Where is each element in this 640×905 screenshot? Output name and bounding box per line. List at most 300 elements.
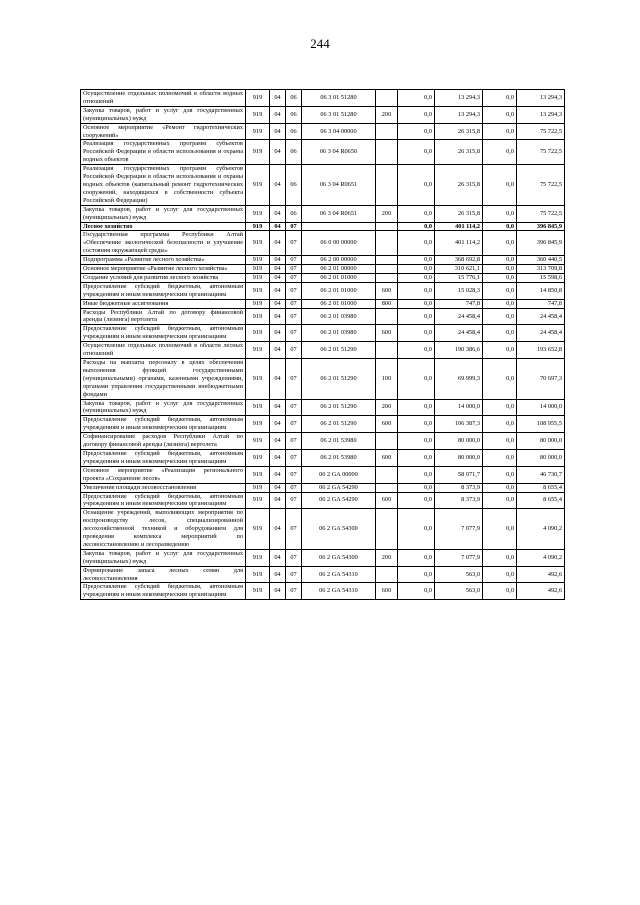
row-name: Основное мероприятие «Реализация регионального проекта «Сохранение лесов» (81, 466, 246, 483)
row-amount-3: 0,0 (483, 231, 517, 256)
row-amount-4: 4 090,2 (517, 509, 565, 550)
row-subsection-code: 07 (286, 399, 302, 416)
row-name: Предоставление субсидий бюджетным, автономным учреждениям и иным некоммерческим организациям (81, 449, 246, 466)
row-target-article: 06 2 01 01000 (302, 273, 376, 282)
row-admin-code: 919 (246, 282, 270, 299)
budget-table (80, 89, 565, 600)
row-expense-type: 200 (376, 549, 398, 566)
row-subsection-code: 06 (286, 90, 302, 107)
row-amount-2: 80 000,0 (435, 433, 483, 450)
row-amount-2: 401 114,2 (435, 222, 483, 231)
row-amount-2: 106 387,3 (435, 416, 483, 433)
row-admin-code: 919 (246, 222, 270, 231)
row-name: Предоставление субсидий бюджетным, автономным учреждениям и иным некоммерческим организациям (81, 325, 246, 342)
row-subsection-code: 07 (286, 492, 302, 509)
row-admin-code: 919 (246, 256, 270, 265)
row-admin-code: 919 (246, 466, 270, 483)
row-target-article: 06 2 01 01000 (302, 282, 376, 299)
row-name: Реализация государственных программ субъектов Российской Федерации в области использования и охраны водных объектов (капитальный ремонт гидротехнических сооружений, находящихся в собственности субъекта Российской Федерации) (81, 165, 246, 206)
row-section-code: 04 (270, 583, 286, 600)
table-row (81, 308, 565, 325)
row-amount-1: 0,0 (398, 549, 435, 566)
row-amount-2: 13 294,3 (435, 90, 483, 107)
row-admin-code: 919 (246, 359, 270, 400)
table-row (81, 256, 565, 265)
row-subsection-code: 07 (286, 433, 302, 450)
row-amount-3: 0,0 (483, 273, 517, 282)
table-row (81, 433, 565, 450)
row-target-article: 06 2 GA 54290 (302, 492, 376, 509)
row-target-article: 06 2 GA 54300 (302, 549, 376, 566)
row-amount-2: 26 315,8 (435, 140, 483, 165)
row-expense-type: 600 (376, 282, 398, 299)
row-name: Расходы Республики Алтай по договору финансовой аренды (лизинга) вертолета (81, 308, 246, 325)
row-expense-type (376, 90, 398, 107)
row-amount-1: 0,0 (398, 140, 435, 165)
budget-table-body (81, 90, 565, 600)
table-row (81, 509, 565, 550)
row-expense-type (376, 256, 398, 265)
row-target-article: 06 3 04 R0651 (302, 165, 376, 206)
row-amount-4: 24 458,4 (517, 308, 565, 325)
row-name: Оснащение учреждений, выполняющих мероприятия по воспроизводству лесов, специализированной лесохозяйственной техникой и оборудованием для проведения комплекса мероприятий по лесовосстановлению и лесоразведению (81, 509, 246, 550)
row-amount-2: 7 077,9 (435, 549, 483, 566)
table-row (81, 416, 565, 433)
row-subsection-code: 07 (286, 449, 302, 466)
row-amount-1: 0,0 (398, 123, 435, 140)
row-target-article: 06 2 01 51290 (302, 359, 376, 400)
row-amount-2: 13 294,3 (435, 106, 483, 123)
row-subsection-code: 07 (286, 282, 302, 299)
row-admin-code: 919 (246, 273, 270, 282)
row-target-article: 06 2 01 51290 (302, 342, 376, 359)
row-admin-code: 919 (246, 483, 270, 492)
row-amount-3: 0,0 (483, 492, 517, 509)
row-admin-code: 919 (246, 342, 270, 359)
row-target-article: 06 2 GA 54290 (302, 483, 376, 492)
row-target-article: 06 2 01 03980 (302, 308, 376, 325)
row-section-code: 04 (270, 399, 286, 416)
row-name: Создание условий для развития лесного хозяйства (81, 273, 246, 282)
row-amount-4: 46 730,7 (517, 466, 565, 483)
row-admin-code: 919 (246, 566, 270, 583)
row-amount-2: 7 077,9 (435, 509, 483, 550)
row-amount-2: 26 315,8 (435, 165, 483, 206)
table-row (81, 342, 565, 359)
table-row (81, 399, 565, 416)
row-admin-code: 919 (246, 205, 270, 222)
row-name: Предоставление субсидий бюджетным, автономным учреждениям и иным некоммерческим организациям (81, 282, 246, 299)
row-admin-code: 919 (246, 90, 270, 107)
row-expense-type (376, 308, 398, 325)
row-target-article: 06 3 04 R0650 (302, 140, 376, 165)
row-section-code: 04 (270, 222, 286, 231)
row-amount-2: 747,8 (435, 299, 483, 308)
row-section-code: 04 (270, 256, 286, 265)
row-amount-4: 492,6 (517, 583, 565, 600)
row-target-article: 06 3 04 R0651 (302, 205, 376, 222)
row-name: Увеличение площади лесовосстановления (81, 483, 246, 492)
row-amount-1: 0,0 (398, 399, 435, 416)
table-row (81, 273, 565, 282)
row-admin-code: 919 (246, 433, 270, 450)
row-expense-type (376, 566, 398, 583)
row-amount-2: 26 315,8 (435, 123, 483, 140)
row-amount-2: 8 373,9 (435, 492, 483, 509)
row-target-article: 06 2 01 51290 (302, 416, 376, 433)
row-amount-1: 0,0 (398, 566, 435, 583)
row-subsection-code: 06 (286, 140, 302, 165)
row-amount-4: 747,8 (517, 299, 565, 308)
row-subsection-code: 06 (286, 205, 302, 222)
row-amount-4: 14 850,8 (517, 282, 565, 299)
row-amount-2: 401 114,2 (435, 231, 483, 256)
row-amount-4: 492,6 (517, 566, 565, 583)
row-expense-type (376, 509, 398, 550)
row-expense-type (376, 140, 398, 165)
row-section-code: 04 (270, 416, 286, 433)
row-amount-3: 0,0 (483, 299, 517, 308)
row-amount-1: 0,0 (398, 273, 435, 282)
row-name: Реализация государственных программ субъектов Российской Федерации в области использования и охраны водных объектов (81, 140, 246, 165)
row-section-code: 04 (270, 549, 286, 566)
row-section-code: 04 (270, 265, 286, 274)
row-amount-4: 8 655,4 (517, 492, 565, 509)
row-amount-4: 193 652,8 (517, 342, 565, 359)
row-amount-3: 0,0 (483, 449, 517, 466)
row-subsection-code: 07 (286, 359, 302, 400)
row-amount-4: 80 000,0 (517, 433, 565, 450)
row-amount-3: 0,0 (483, 483, 517, 492)
row-amount-3: 0,0 (483, 265, 517, 274)
row-name: Лесное хозяйство (81, 222, 246, 231)
row-section-code: 04 (270, 205, 286, 222)
row-name: Основное мероприятие «Развитие лесного хозяйства» (81, 265, 246, 274)
row-amount-4: 75 722,5 (517, 205, 565, 222)
row-subsection-code: 06 (286, 165, 302, 206)
row-target-article: 06 2 01 53980 (302, 433, 376, 450)
row-subsection-code: 06 (286, 123, 302, 140)
row-amount-1: 0,0 (398, 90, 435, 107)
row-target-article: 06 3 01 51280 (302, 106, 376, 123)
row-amount-2: 26 315,8 (435, 205, 483, 222)
row-amount-1: 0,0 (398, 342, 435, 359)
row-expense-type: 200 (376, 205, 398, 222)
row-name: Государственная программа Республики Алтай «Обеспечение экологической безопасности и улучшение состояния окружающей среды» (81, 231, 246, 256)
row-amount-4: 70 697,3 (517, 359, 565, 400)
row-section-code: 04 (270, 123, 286, 140)
row-amount-4: 75 722,5 (517, 165, 565, 206)
row-section-code: 04 (270, 566, 286, 583)
row-expense-type: 200 (376, 106, 398, 123)
row-amount-4: 108 955,5 (517, 416, 565, 433)
row-expense-type: 600 (376, 325, 398, 342)
row-section-code: 04 (270, 492, 286, 509)
table-row (81, 449, 565, 466)
row-admin-code: 919 (246, 265, 270, 274)
row-admin-code: 919 (246, 231, 270, 256)
row-amount-2: 15 776,1 (435, 273, 483, 282)
row-amount-3: 0,0 (483, 399, 517, 416)
row-name: Закупка товаров, работ и услуг для государственных (муниципальных) нужд (81, 205, 246, 222)
row-name: Основное мероприятие «Ремонт гидротехнических сооружений» (81, 123, 246, 140)
row-name: Формирование запаса лесных семян для лесовосстановления (81, 566, 246, 583)
row-expense-type (376, 342, 398, 359)
table-row (81, 90, 565, 107)
table-row (81, 549, 565, 566)
row-section-code: 04 (270, 325, 286, 342)
row-amount-1: 0,0 (398, 299, 435, 308)
row-amount-2: 80 000,0 (435, 449, 483, 466)
row-target-article: 06 2 01 53980 (302, 449, 376, 466)
row-admin-code: 919 (246, 106, 270, 123)
row-expense-type (376, 123, 398, 140)
row-admin-code: 919 (246, 449, 270, 466)
row-amount-3: 0,0 (483, 308, 517, 325)
row-section-code: 04 (270, 299, 286, 308)
row-amount-4: 13 294,3 (517, 106, 565, 123)
row-expense-type: 100 (376, 359, 398, 400)
row-target-article: 06 3 01 51280 (302, 90, 376, 107)
row-amount-3: 0,0 (483, 282, 517, 299)
row-amount-2: 368 692,8 (435, 256, 483, 265)
table-row (81, 140, 565, 165)
row-subsection-code: 07 (286, 325, 302, 342)
row-admin-code: 919 (246, 140, 270, 165)
row-section-code: 04 (270, 106, 286, 123)
row-amount-1: 0,0 (398, 325, 435, 342)
row-section-code: 04 (270, 231, 286, 256)
row-amount-3: 0,0 (483, 205, 517, 222)
row-target-article: 06 2 GA 54310 (302, 566, 376, 583)
row-expense-type: 800 (376, 299, 398, 308)
row-amount-3: 0,0 (483, 325, 517, 342)
row-target-article: 06 2 GA 00000 (302, 466, 376, 483)
row-amount-3: 0,0 (483, 433, 517, 450)
row-amount-3: 0,0 (483, 90, 517, 107)
row-target-article: 06 2 00 00000 (302, 256, 376, 265)
row-amount-2: 58 071,7 (435, 466, 483, 483)
row-amount-2: 15 028,3 (435, 282, 483, 299)
row-name: Предоставление субсидий бюджетным, автономным учреждениям и иным некоммерческим организациям (81, 583, 246, 600)
row-amount-2: 563,0 (435, 566, 483, 583)
row-target-article: 06 2 01 03980 (302, 325, 376, 342)
row-amount-4: 13 294,3 (517, 90, 565, 107)
row-subsection-code: 07 (286, 222, 302, 231)
row-admin-code: 919 (246, 509, 270, 550)
row-name: Закупка товаров, работ и услуг для государственных (муниципальных) нужд (81, 549, 246, 566)
row-expense-type: 200 (376, 399, 398, 416)
row-amount-2: 24 458,4 (435, 325, 483, 342)
row-amount-2: 8 373,9 (435, 483, 483, 492)
row-expense-type (376, 222, 398, 231)
row-target-article (302, 222, 376, 231)
row-subsection-code: 07 (286, 509, 302, 550)
row-amount-4: 75 722,5 (517, 140, 565, 165)
row-subsection-code: 07 (286, 265, 302, 274)
row-amount-1: 0,0 (398, 449, 435, 466)
table-row (81, 325, 565, 342)
row-amount-1: 0,0 (398, 106, 435, 123)
row-name: Предоставление субсидий бюджетным, автономным учреждениям и иным некоммерческим организациям (81, 416, 246, 433)
row-expense-type: 600 (376, 449, 398, 466)
row-amount-3: 0,0 (483, 566, 517, 583)
row-amount-4: 4 090,2 (517, 549, 565, 566)
row-amount-4: 396 845,9 (517, 222, 565, 231)
row-amount-4: 313 709,8 (517, 265, 565, 274)
row-subsection-code: 07 (286, 483, 302, 492)
row-amount-1: 0,0 (398, 483, 435, 492)
row-amount-3: 0,0 (483, 140, 517, 165)
row-subsection-code: 07 (286, 256, 302, 265)
row-amount-1: 0,0 (398, 265, 435, 274)
table-row (81, 165, 565, 206)
row-amount-4: 80 000,0 (517, 449, 565, 466)
row-amount-3: 0,0 (483, 106, 517, 123)
row-name: Осуществление отдельных полномочий в области лесных отношений (81, 342, 246, 359)
row-amount-1: 0,0 (398, 583, 435, 600)
row-subsection-code: 07 (286, 308, 302, 325)
row-amount-1: 0,0 (398, 256, 435, 265)
row-expense-type (376, 433, 398, 450)
row-admin-code: 919 (246, 583, 270, 600)
row-admin-code: 919 (246, 308, 270, 325)
row-expense-type: 600 (376, 416, 398, 433)
table-row (81, 123, 565, 140)
row-section-code: 04 (270, 483, 286, 492)
row-admin-code: 919 (246, 416, 270, 433)
table-row (81, 483, 565, 492)
table-row (81, 466, 565, 483)
row-section-code: 04 (270, 342, 286, 359)
row-subsection-code: 07 (286, 466, 302, 483)
row-expense-type: 600 (376, 492, 398, 509)
row-expense-type (376, 165, 398, 206)
row-expense-type (376, 466, 398, 483)
row-section-code: 04 (270, 90, 286, 107)
row-amount-4: 15 598,6 (517, 273, 565, 282)
row-amount-4: 14 000,0 (517, 399, 565, 416)
row-amount-4: 24 458,4 (517, 325, 565, 342)
row-amount-2: 14 000,0 (435, 399, 483, 416)
row-target-article: 06 2 GA 54300 (302, 509, 376, 550)
row-name: Закупка товаров, работ и услуг для государственных (муниципальных) нужд (81, 106, 246, 123)
row-amount-1: 0,0 (398, 466, 435, 483)
row-admin-code: 919 (246, 492, 270, 509)
row-amount-1: 0,0 (398, 492, 435, 509)
row-section-code: 04 (270, 509, 286, 550)
row-section-code: 04 (270, 449, 286, 466)
row-name: Предоставление субсидий бюджетным, автономным учреждениям и иным некоммерческим организациям (81, 492, 246, 509)
row-amount-4: 396 845,9 (517, 231, 565, 256)
row-target-article: 06 2 01 00000 (302, 265, 376, 274)
row-amount-3: 0,0 (483, 123, 517, 140)
table-row (81, 282, 565, 299)
row-name: Закупка товаров, работ и услуг для государственных (муниципальных) нужд (81, 399, 246, 416)
table-row (81, 231, 565, 256)
row-subsection-code: 07 (286, 342, 302, 359)
table-row (81, 205, 565, 222)
row-expense-type (376, 231, 398, 256)
row-name: Иные бюджетные ассигнования (81, 299, 246, 308)
row-amount-1: 0,0 (398, 359, 435, 400)
row-amount-1: 0,0 (398, 231, 435, 256)
row-subsection-code: 06 (286, 106, 302, 123)
row-admin-code: 919 (246, 299, 270, 308)
row-amount-1: 0,0 (398, 416, 435, 433)
row-section-code: 04 (270, 359, 286, 400)
row-amount-1: 0,0 (398, 509, 435, 550)
table-row (81, 583, 565, 600)
row-section-code: 04 (270, 433, 286, 450)
row-amount-2: 69 999,3 (435, 359, 483, 400)
row-amount-1: 0,0 (398, 433, 435, 450)
row-amount-3: 0,0 (483, 416, 517, 433)
row-amount-4: 75 722,5 (517, 123, 565, 140)
row-target-article: 06 0 00 00000 (302, 231, 376, 256)
row-amount-3: 0,0 (483, 165, 517, 206)
row-amount-4: 8 655,4 (517, 483, 565, 492)
table-row (81, 566, 565, 583)
row-section-code: 04 (270, 466, 286, 483)
row-amount-4: 360 440,5 (517, 256, 565, 265)
table-row (81, 299, 565, 308)
row-section-code: 04 (270, 273, 286, 282)
table-row (81, 265, 565, 274)
table-row (81, 492, 565, 509)
row-amount-3: 0,0 (483, 509, 517, 550)
row-amount-2: 563,0 (435, 583, 483, 600)
row-admin-code: 919 (246, 123, 270, 140)
row-amount-3: 0,0 (483, 256, 517, 265)
table-row (81, 106, 565, 123)
row-amount-3: 0,0 (483, 222, 517, 231)
table-row (81, 359, 565, 400)
row-name: Подпрограмма «Развитие лесного хозяйства» (81, 256, 246, 265)
row-target-article: 06 2 GA 54310 (302, 583, 376, 600)
row-amount-1: 0,0 (398, 282, 435, 299)
row-admin-code: 919 (246, 399, 270, 416)
row-amount-2: 24 458,4 (435, 308, 483, 325)
row-section-code: 04 (270, 282, 286, 299)
row-admin-code: 919 (246, 325, 270, 342)
row-expense-type (376, 265, 398, 274)
row-subsection-code: 07 (286, 549, 302, 566)
row-amount-3: 0,0 (483, 549, 517, 566)
row-amount-1: 0,0 (398, 205, 435, 222)
row-admin-code: 919 (246, 165, 270, 206)
row-amount-3: 0,0 (483, 583, 517, 600)
row-section-code: 04 (270, 308, 286, 325)
row-subsection-code: 07 (286, 231, 302, 256)
row-section-code: 04 (270, 140, 286, 165)
row-subsection-code: 07 (286, 299, 302, 308)
row-expense-type (376, 273, 398, 282)
row-section-code: 04 (270, 165, 286, 206)
row-name: Софинансирование расходов Республики Алтай по договору финансовой аренды (лизинга) вертолета (81, 433, 246, 450)
row-name: Осуществление отдельных полномочий в области водных отношений (81, 90, 246, 107)
row-amount-2: 190 386,6 (435, 342, 483, 359)
row-subsection-code: 07 (286, 566, 302, 583)
row-subsection-code: 07 (286, 416, 302, 433)
row-subsection-code: 07 (286, 583, 302, 600)
row-amount-3: 0,0 (483, 342, 517, 359)
row-amount-1: 0,0 (398, 308, 435, 325)
row-amount-1: 0,0 (398, 222, 435, 231)
row-target-article: 06 2 01 51290 (302, 399, 376, 416)
table-row (81, 222, 565, 231)
row-amount-2: 310 621,1 (435, 265, 483, 274)
